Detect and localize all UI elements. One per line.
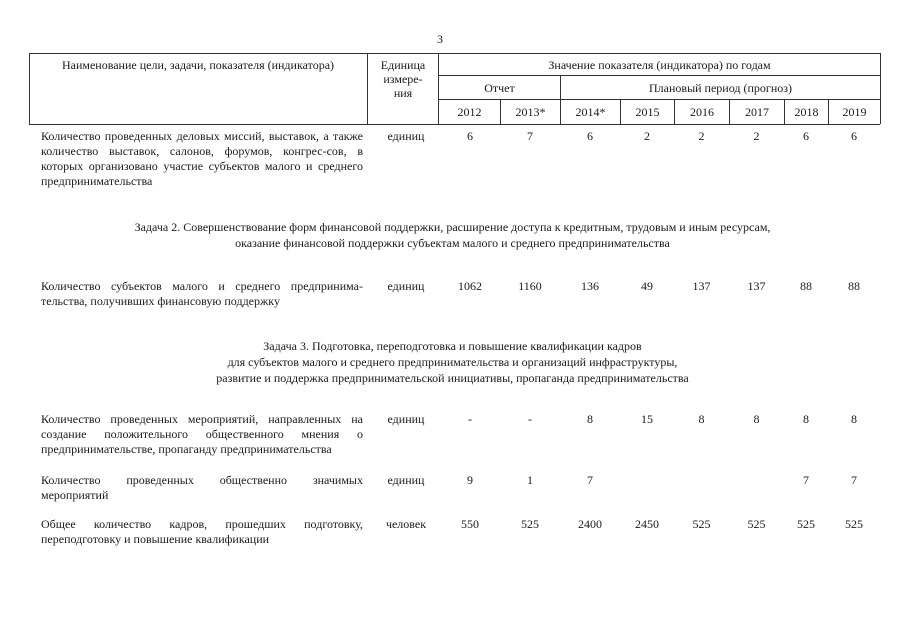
value-cell: 525 xyxy=(692,517,711,531)
indicator-name: Общее количество кадров, прошедших подготовку, переподготовку и повышение квалификации xyxy=(41,517,363,546)
value-cell: - xyxy=(468,412,472,426)
value-cell: 8 xyxy=(698,412,705,426)
value-cell: 550 xyxy=(461,517,479,531)
header-plan: Плановый период (прогноз) xyxy=(649,81,792,95)
header-year: 2016 xyxy=(690,105,714,119)
header-name-col: Наименование цели, задачи, показателя (индикатора) xyxy=(61,58,335,72)
value-cell: 136 xyxy=(581,279,599,293)
value-cell: 8 xyxy=(803,412,809,426)
task-2-heading xyxy=(40,219,865,251)
value-cell: 6 xyxy=(803,129,809,143)
value-cell: 6 xyxy=(587,129,593,143)
page-number: 3 xyxy=(437,32,443,46)
task-3-line: Задача 3. Подготовка, переподготовка и повышение квалификации кадров xyxy=(263,339,642,353)
task-3-heading xyxy=(40,338,865,386)
value-cell: 8 xyxy=(753,412,760,426)
value-cell: 2 xyxy=(698,129,705,143)
value-cell: 2 xyxy=(644,129,650,143)
header-year: 2019 xyxy=(842,105,867,119)
header-year: 2013* xyxy=(515,105,546,119)
value-cell: 49 xyxy=(641,279,653,293)
value-cell: 137 xyxy=(747,279,766,293)
task-3-line: развитие и поддержка предпринимательской инициативы, пропаганда предпринимательства xyxy=(216,371,689,385)
value-cell: 8 xyxy=(851,412,857,426)
header-years-border xyxy=(438,99,880,100)
value-cell: - xyxy=(528,412,532,426)
header-year: 2012 xyxy=(457,105,482,119)
header-year: 2017 xyxy=(745,105,769,119)
header-report: Отчет xyxy=(484,81,515,95)
value-cell: 6 xyxy=(851,129,857,143)
indicator-unit: единиц xyxy=(387,129,425,143)
indicator-name: Количество проведенных общественно значимых мероприятий xyxy=(41,473,363,502)
indicator-unit: единиц xyxy=(387,279,425,293)
value-cell: 525 xyxy=(747,517,766,531)
value-cell: 2400 xyxy=(578,517,602,531)
indicator-unit: единиц xyxy=(387,412,425,426)
value-cell: 1160 xyxy=(518,279,542,293)
task-2-line: оказание финансовой поддержки субъектам малого и среднего предпринимательства xyxy=(235,236,670,250)
task-2-line: Задача 2. Совершенствование форм финансовой поддержки, расширение доступа к кредитным, трудовым и иным ресурсам, xyxy=(134,220,771,234)
value-cell: 6 xyxy=(467,129,473,143)
header-divider-name xyxy=(367,53,368,124)
value-cell: 525 xyxy=(521,517,539,531)
task-3-line: для субъектов малого и среднего предпринимательства и организаций инфраструктуры, xyxy=(227,355,678,369)
value-cell: 8 xyxy=(587,412,593,426)
value-cell: 525 xyxy=(845,517,863,531)
value-cell: 7 xyxy=(803,473,809,487)
value-cell: 7 xyxy=(851,473,857,487)
indicator-unit: единиц xyxy=(387,473,425,487)
header-year: 2014* xyxy=(575,105,606,119)
header-unit-col: Единица измере-ния xyxy=(380,58,426,100)
value-cell: 88 xyxy=(848,279,860,293)
indicator-unit: человек xyxy=(385,517,427,531)
header-mid-border xyxy=(438,75,880,76)
value-cell: 7 xyxy=(527,129,533,143)
value-cell: 88 xyxy=(800,279,812,293)
value-cell: 7 xyxy=(587,473,593,487)
indicator-name: Количество субъектов малого и среднего предпринима-тельства, получивших финансовую поддержку xyxy=(41,279,363,308)
header-year: 2015 xyxy=(635,105,660,119)
value-cell: 2 xyxy=(753,129,760,143)
indicator-name: Количество проведенных деловых миссий, выставок, а также количество выставок, салонов, форумов, конгрес-сов, в которых организовано участие субъектов малого и среднего предпринимательства xyxy=(41,129,363,188)
header-right-border xyxy=(880,53,881,124)
value-cell: 9 xyxy=(467,473,473,487)
value-cell: 525 xyxy=(797,517,815,531)
header-left-border xyxy=(29,53,30,124)
indicator-name: Количество проведенных мероприятий, направленных на создание положительного общественного мнения о предпринимательстве, пропаганду предпринимательства xyxy=(41,412,363,456)
value-cell: 1062 xyxy=(458,279,482,293)
header-values-col: Значение показателя (индикатора) по годам xyxy=(548,58,771,72)
value-cell: 1 xyxy=(527,473,533,487)
value-cell: 137 xyxy=(692,279,711,293)
header-top-border xyxy=(29,53,880,54)
header-bottom-border xyxy=(29,124,880,125)
header-year: 2018 xyxy=(794,105,819,119)
value-cell: 15 xyxy=(641,412,653,426)
value-cell: 2450 xyxy=(635,517,659,531)
